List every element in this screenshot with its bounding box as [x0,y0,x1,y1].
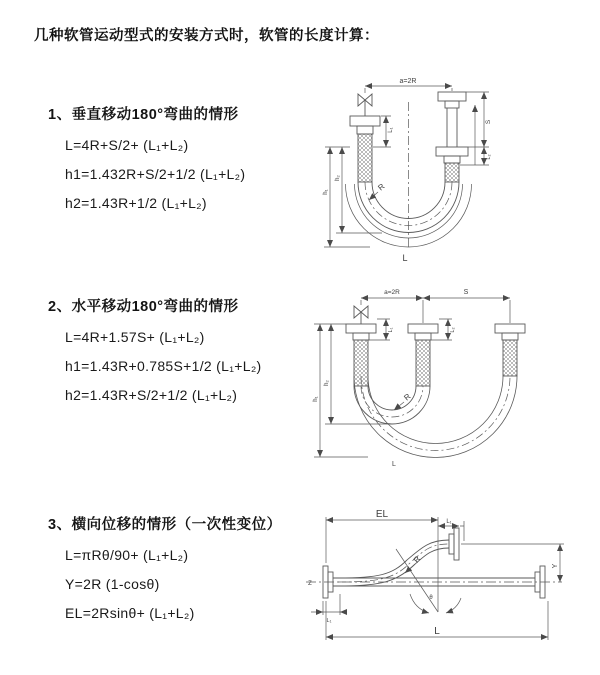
lateral-displacement-drawing [298,497,596,655]
section-3-heading: 3、横向位移的情形（一次性变位） [48,517,282,533]
formula-line: L=πRθ/90+ (L₁+L₂) [65,547,189,563]
y-dimension-label: Y [552,563,559,569]
length-label: L [392,461,396,468]
section-2-heading: 2、水平移动180°弯曲的情形 [48,299,239,315]
formula-line: L=4R+S/2+ (L₁+L₂) [65,137,189,153]
l2-dimension-label: L₂ [486,154,492,160]
formula-line: h2=1.43R+1/2 (L₁+L₂) [65,195,207,211]
horizontal-bend-drawing [306,281,594,469]
middle-fitting [408,324,438,386]
s-dimension-label: S [485,119,492,125]
left-fitting [350,116,380,182]
vertical-bend-drawing [312,70,580,268]
theta-angle-label: θ [429,595,433,601]
l2-dimension-label: L₂ [450,327,456,333]
span-dimension-label: a=2R [384,289,400,296]
right-fitting [436,92,468,182]
hose-arcs-displaced-position [354,376,517,458]
l1-dimension-label: L₁ [446,519,452,525]
section-lateral-displacement [48,513,282,621]
section-horizontal-bend [48,295,262,403]
right-fitting [495,324,525,376]
l1-left-dimension-label: L₁ [326,618,332,624]
section-vertical-bend [48,103,245,211]
dimension-lines [324,86,489,247]
dimension-lines [311,517,564,640]
formula-line: h2=1.43R+S/2+1/2 (L₁+L₂) [65,387,238,403]
h1-dimension-label: h₁ [313,396,319,402]
curved-hose [338,540,449,586]
el-dimension-label: EL [375,509,389,520]
l1-dimension-label: L₁ [388,127,394,133]
section-1-heading: 1、垂直移动180°弯曲的情形 [48,107,239,123]
diagram-lateral-displacement [298,497,596,655]
page-title: 几种软管运动型式的安装方式时，软管的长度计算： [34,28,379,44]
formula-line: Y=2R (1-cosθ) [65,576,160,592]
formula-line: h1=1.432R+S/2+1/2 (L₁+L₂) [65,166,246,182]
formula-line: h1=1.43R+0.785S+1/2 (L₁+L₂) [65,358,262,374]
radius-label: R [376,181,387,193]
diagram-vertical-bend [312,70,580,268]
valve-icon [358,94,372,116]
valve-icon [354,306,368,324]
l1-dimension-label: L₁ [388,327,394,333]
length-label: L [402,253,408,263]
diagram-horizontal-bend [306,281,594,469]
datum-mark-label: Z [308,581,312,587]
h1-dimension-label: h₁ [323,189,329,195]
formula-line: EL=2Rsinθ+ (L₁+L₂) [65,605,195,621]
dimension-lines [314,298,510,457]
h2-dimension-label: h₂ [324,380,330,386]
radius-label: R [402,391,413,403]
span-dimension-label: a=2R [399,78,417,85]
upper-flange [449,528,459,560]
h2-dimension-label: h₂ [335,175,341,181]
length-label: L [434,626,440,637]
formula-line: L=4R+1.57S+ (L₁+L₂) [65,329,205,345]
s-dimension-label: S [463,289,469,296]
radius-label: R [411,554,423,565]
